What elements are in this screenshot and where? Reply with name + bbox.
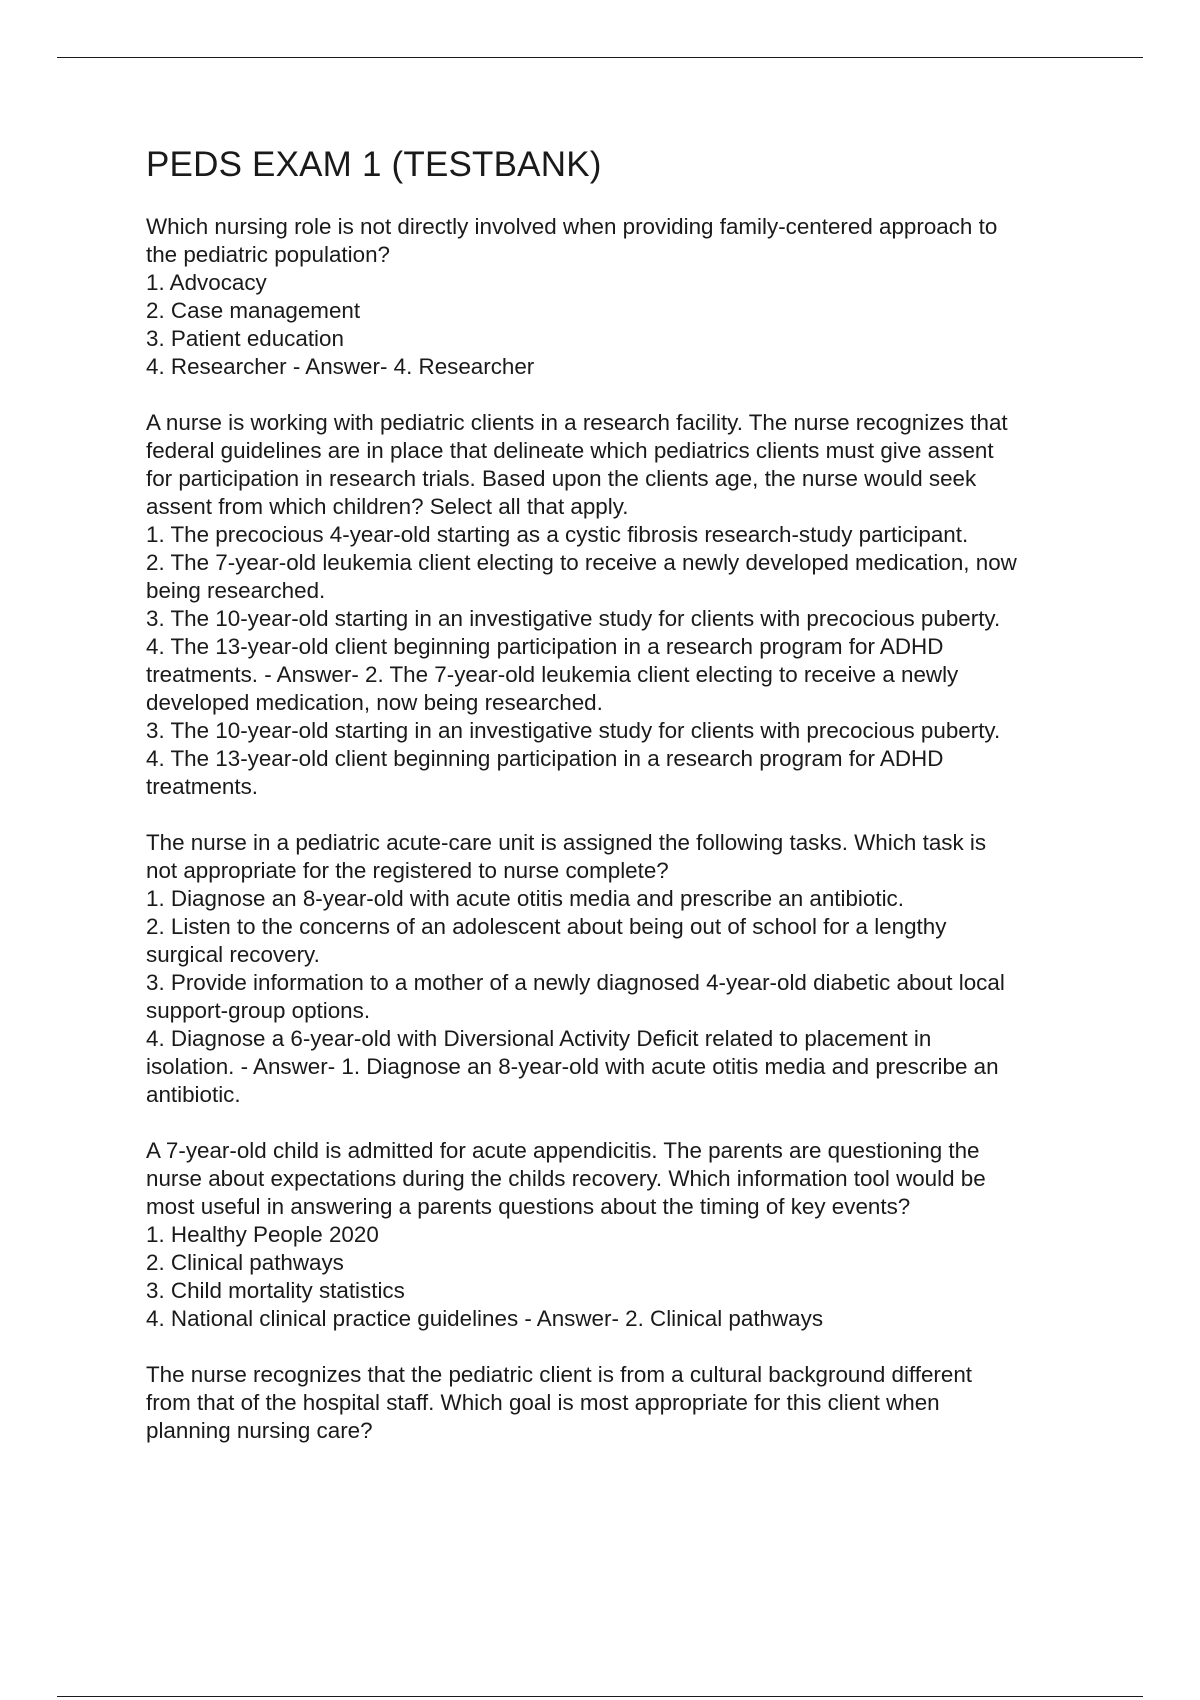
question-line: from that of the hospital staff. Which goal is most appropriate for this client when — [146, 1390, 940, 1415]
option-line: 1. Healthy People 2020 — [146, 1222, 379, 1247]
option-line: 2. Clinical pathways — [146, 1250, 344, 1275]
question-line: the pediatric population? — [146, 242, 390, 267]
answer-line: treatments. — [146, 774, 258, 799]
option-line: being researched. — [146, 578, 326, 603]
question-line: The nurse in a pediatric acute-care unit is assigned the following tasks. Which task is — [146, 830, 987, 855]
bottom-divider — [57, 1696, 1143, 1697]
option-line: 1. Diagnose an 8-year-old with acute otitis media and prescribe an antibiotic. — [146, 886, 904, 911]
question-line: A nurse is working with pediatric clients in a research facility. The nurse recognizes that — [146, 410, 1008, 435]
option-line: 1. Advocacy — [146, 270, 267, 295]
question-line: A 7-year-old child is admitted for acute appendicitis. The parents are questioning the — [146, 1138, 980, 1163]
question-line: assent from which children? Select all that apply. — [146, 494, 629, 519]
option-line: 3. Patient education — [146, 326, 344, 351]
option-line: 2. Case management — [146, 298, 361, 323]
option-line: support-group options. — [146, 998, 371, 1023]
top-divider — [57, 57, 1143, 58]
option-line: 2. The 7-year-old leukemia client electing to receive a newly developed medication, now — [146, 550, 1017, 575]
question-line: federal guidelines are in place that delineate which pediatrics clients must give assent — [146, 438, 994, 463]
question-line: Which nursing role is not directly involved when providing family-centered approach to — [146, 214, 998, 239]
question-block-1 — [146, 213, 1106, 381]
option-line: surgical recovery. — [146, 942, 320, 967]
document-body — [146, 143, 1106, 1473]
question-block-4 — [146, 1137, 1106, 1333]
option-line: 4. Diagnose a 6-year-old with Diversional Activity Deficit related to placement in — [146, 1026, 932, 1051]
question-line: The nurse recognizes that the pediatric client is from a cultural background different — [146, 1362, 972, 1387]
answer-line: 3. The 10-year-old starting in an investigative study for clients with precocious puberty. — [146, 718, 1001, 743]
option-line: 3. Child mortality statistics — [146, 1278, 405, 1303]
question-block-3 — [146, 829, 1106, 1109]
answer-line: 4. National clinical practice guidelines - Answer- 2. Clinical pathways — [146, 1306, 824, 1331]
question-line: nurse about expectations during the childs recovery. Which information tool would be — [146, 1166, 986, 1191]
question-block-5 — [146, 1361, 1106, 1445]
option-line: 4. The 13-year-old client beginning participation in a research program for ADHD — [146, 634, 944, 659]
answer-line: isolation. - Answer- 1. Diagnose an 8-year-old with acute otitis media and prescribe an — [146, 1054, 999, 1079]
answer-line: treatments. - Answer- 2. The 7-year-old leukemia client electing to receive a newly — [146, 662, 959, 687]
answer-line: 4. The 13-year-old client beginning participation in a research program for ADHD — [146, 746, 944, 771]
question-line: planning nursing care? — [146, 1418, 373, 1443]
option-line: 3. Provide information to a mother of a newly diagnosed 4-year-old diabetic about local — [146, 970, 1005, 995]
answer-line: developed medication, now being researched. — [146, 690, 603, 715]
question-block-2 — [146, 409, 1106, 801]
question-line: not appropriate for the registered to nurse complete? — [146, 858, 669, 883]
question-line: most useful in answering a parents questions about the timing of key events? — [146, 1194, 911, 1219]
answer-line: antibiotic. — [146, 1082, 241, 1107]
document-title: PEDS EXAM 1 (TESTBANK) — [146, 145, 602, 184]
option-line: 2. Listen to the concerns of an adolescent about being out of school for a lengthy — [146, 914, 947, 939]
question-line: for participation in research trials. Based upon the clients age, the nurse would seek — [146, 466, 977, 491]
answer-line: 4. Researcher - Answer- 4. Researcher — [146, 354, 535, 379]
option-line: 3. The 10-year-old starting in an investigative study for clients with precocious puberty. — [146, 606, 1001, 631]
option-line: 1. The precocious 4-year-old starting as a cystic fibrosis research-study participant. — [146, 522, 969, 547]
